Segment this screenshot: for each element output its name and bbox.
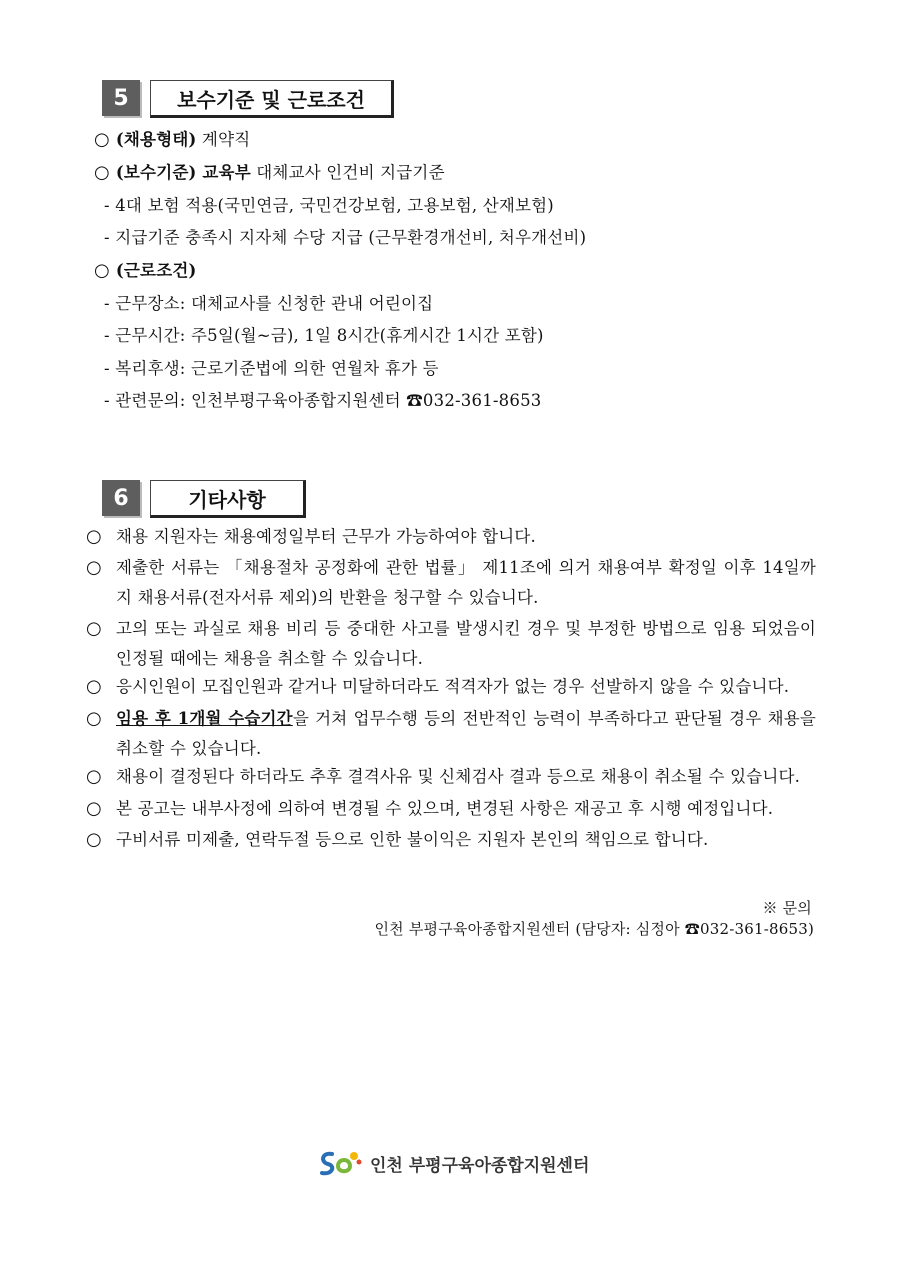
circle-bullet: ○ — [94, 162, 110, 183]
s5-line-benefits: - 복리후생: 근로기준법에 의한 연월차 휴가 등 — [104, 359, 439, 378]
section6-title: 기타사항 — [150, 480, 306, 518]
circle-bullet: ○ — [86, 557, 102, 578]
section5-number: 5 — [102, 80, 140, 116]
item-text: 을 거쳐 업무수행 등의 전반적인 능력이 부족하다고 판단될 경우 채용을 취소할 수 있습니다. — [116, 709, 816, 758]
s6-item — [86, 553, 816, 613]
label: (채용형태) — [115, 130, 197, 149]
item-text: 채용 지원자는 채용예정일부터 근무가 가능하여야 합니다. — [116, 527, 537, 546]
label: (보수기준) 교육부 — [115, 163, 251, 182]
section5-header — [102, 80, 394, 118]
s5-line-inquiry: - 관련문의: 인천부평구육아종합지원센터 ☎032-361-8653 — [104, 391, 542, 410]
s6-item — [86, 522, 816, 552]
s5-line-work-conditions — [94, 257, 196, 281]
circle-bullet: ○ — [86, 766, 102, 787]
circle-bullet: ○ — [86, 526, 102, 547]
text: 대체교사 인건비 지급기준 — [250, 163, 445, 182]
circle-bullet: ○ — [86, 676, 102, 697]
section5-title: 보수기준 및 근로조건 — [150, 80, 394, 118]
circle-bullet: ○ — [86, 708, 102, 729]
emphasis-probation: 임용 후 1개월 수습기간 — [116, 709, 293, 728]
s6-item — [86, 762, 816, 792]
contact-detail: 인천 부평구육아종합지원센터 (담당자: 심정아 ☎032-361-8653) — [374, 920, 814, 938]
center-logo-icon — [318, 1148, 362, 1178]
circle-bullet: ○ — [86, 618, 102, 639]
item-text: 본 공고는 내부사정에 의하여 변경될 수 있으며, 변경된 사항은 재공고 후 시행 예정입니다. — [116, 799, 774, 818]
section6-header — [102, 480, 306, 518]
circle-bullet: ○ — [86, 798, 102, 819]
s6-item — [86, 794, 816, 824]
s6-item — [86, 704, 816, 764]
item-text: 제출한 서류는 「채용절차 공정화에 관한 법률」 제11조에 의거 채용여부 확정일 이후 14일까지 채용서류(전자서류 제외)의 반환을 청구할 수 있습니다. — [116, 558, 816, 607]
circle-bullet: ○ — [94, 260, 110, 281]
s5-line-pay-standard — [94, 159, 445, 183]
s5-line-work-hours: - 근무시간: 주5일(월~금), 1일 8시간(휴게시간 1시간 포함) — [104, 326, 544, 345]
contact-heading: ※ 문의 — [762, 899, 812, 917]
circle-bullet: ○ — [86, 829, 102, 850]
footer-center-name: 인천 부평구육아종합지원센터 — [370, 1155, 590, 1176]
footer-logo — [318, 1148, 589, 1178]
item-text: 응시인원이 모집인원과 같거나 미달하더라도 적격자가 없는 경우 선발하지 않을 수 있습니다. — [116, 677, 790, 696]
item-text: 채용이 결정된다 하더라도 추후 결격사유 및 신체검사 결과 등으로 채용이 취소될 수 있습니다. — [116, 767, 801, 786]
item-text: 고의 또는 과실로 채용 비리 등 중대한 사고를 발생시킨 경우 및 부정한 방법으로 임용 되었음이 인정될 때에는 채용을 취소할 수 있습니다. — [116, 619, 816, 668]
s5-line-allowance: - 지급기준 충족시 지자체 수당 지급 (근무환경개선비, 처우개선비) — [104, 228, 587, 247]
s5-line-insurance: - 4대 보험 적용(국민연금, 국민건강보험, 고용보험, 산재보험) — [104, 196, 554, 215]
text: 계약직 — [196, 130, 251, 149]
s6-item — [86, 614, 816, 674]
s5-line-employment-type — [94, 126, 250, 150]
circle-bullet: ○ — [94, 129, 110, 150]
s5-line-workplace: - 근무장소: 대체교사를 신청한 관내 어린이집 — [104, 294, 434, 313]
s6-item — [86, 825, 816, 855]
section6-number: 6 — [102, 480, 140, 516]
s6-item — [86, 672, 816, 702]
item-text: 구비서류 미제출, 연락두절 등으로 인한 불이익은 지원자 본인의 책임으로 합니다. — [116, 830, 709, 849]
label: (근로조건) — [115, 261, 197, 280]
